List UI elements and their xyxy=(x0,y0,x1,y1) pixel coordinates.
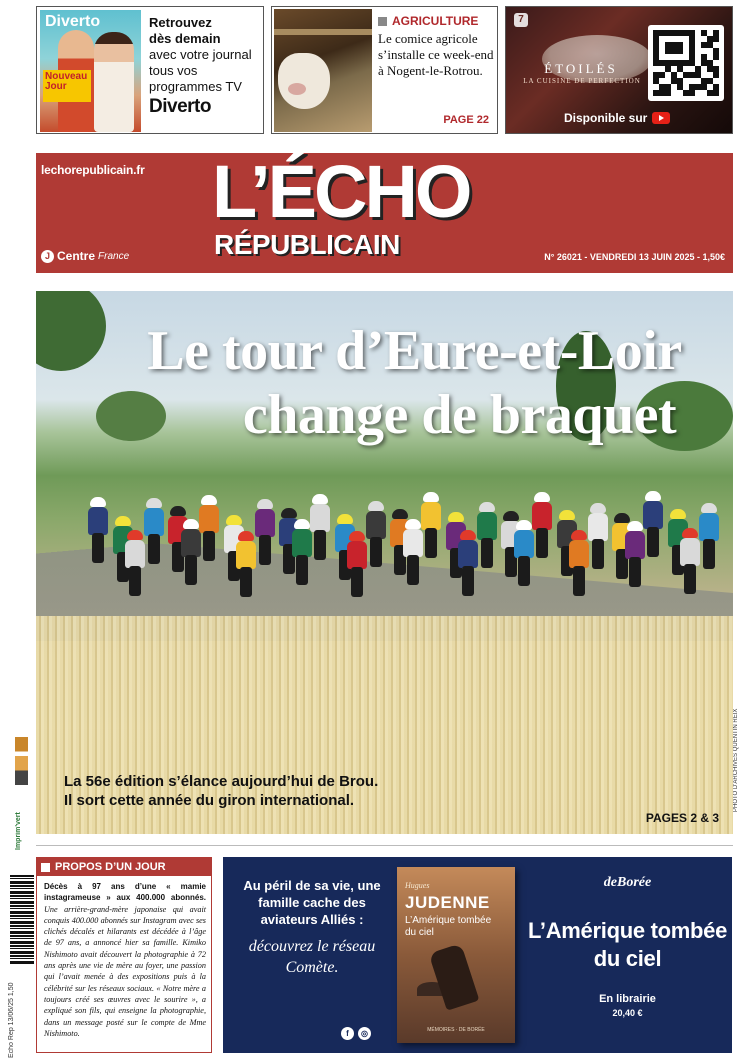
rider-shape xyxy=(253,499,277,569)
rider-shape xyxy=(197,495,221,565)
rider-legs-shape xyxy=(462,566,474,596)
rider-helmet-shape xyxy=(423,492,439,502)
main-headline[interactable] xyxy=(36,319,733,447)
peloton xyxy=(76,477,733,627)
recycling-logo-icon xyxy=(15,737,28,785)
rider-jersey-shape xyxy=(532,502,552,530)
social-links xyxy=(341,1027,371,1040)
newspaper-subtitle: RÉPUBLICAIN xyxy=(214,229,400,260)
newspaper-title: L’ÉCHO xyxy=(212,150,470,233)
rider-legs-shape xyxy=(129,566,141,596)
ad-discover: découvrez le réseau Comète. xyxy=(248,938,376,976)
rider-legs-shape xyxy=(185,555,197,585)
group-name: Centre xyxy=(57,249,96,263)
ad-intro: Au péril de sa vie, une famille cache des aviateurs Alliés : xyxy=(243,878,381,927)
rider-legs-shape xyxy=(481,538,493,568)
group-name-suffix: France xyxy=(98,250,130,262)
rider-helmet-shape xyxy=(534,492,550,502)
rider-helmet-shape xyxy=(226,515,242,525)
rider-legs-shape xyxy=(592,539,604,569)
cover-photo[interactable] xyxy=(36,291,733,834)
rider-helmet-shape xyxy=(115,516,131,526)
rider-legs-shape xyxy=(240,567,252,597)
rider-helmet-shape xyxy=(670,509,686,519)
diverto-line1: Retrouvez xyxy=(149,15,212,30)
rider-shape xyxy=(419,492,443,562)
rider-shape xyxy=(530,492,554,562)
category-square-icon xyxy=(378,17,387,26)
headline-line1: Le tour d’Eure-et-Loir xyxy=(147,320,682,382)
rider-legs-shape xyxy=(148,534,160,564)
qr-code-pattern xyxy=(653,30,719,96)
ad-left-text xyxy=(233,877,391,978)
imprim-vert-label: Imprim'vert xyxy=(15,812,22,850)
rider-shape xyxy=(364,501,388,571)
rider-legs-shape xyxy=(536,528,548,558)
book-advertisement[interactable] xyxy=(223,857,732,1053)
rider-legs-shape xyxy=(425,528,437,558)
magazine-cover-badge: Nouveau Jour xyxy=(43,70,91,102)
cow-shape xyxy=(278,53,330,109)
photo-credit: PHOTO D'ARCHIVES QUENTIN REIX xyxy=(733,708,739,812)
etoiles-title: ÉTOILÉS xyxy=(544,61,618,76)
rider-jersey-shape xyxy=(255,509,275,537)
cover-person-woman xyxy=(94,32,134,132)
propos-header xyxy=(37,858,211,876)
ad-store: En librairie xyxy=(599,993,656,1005)
qr-code[interactable] xyxy=(648,25,724,101)
ad-price: 20,40 € xyxy=(612,1008,643,1018)
rider-helmet-shape xyxy=(170,506,186,516)
rider-shape xyxy=(308,494,332,564)
rider-helmet-shape xyxy=(448,512,464,522)
rider-jersey-shape xyxy=(310,504,330,532)
rider-jersey-shape xyxy=(366,511,386,539)
facebook-icon[interactable]: f xyxy=(341,1027,354,1040)
rider-helmet-shape xyxy=(701,503,717,513)
rider-helmet-shape xyxy=(312,494,328,504)
cover-lede: La 56e édition s’élance aujourd’hui de Brou. Il sort cette année du giron international. xyxy=(64,773,379,809)
propos-text xyxy=(37,876,211,1039)
rider-helmet-shape xyxy=(257,499,273,509)
rider-legs-shape xyxy=(703,539,715,569)
diverto-promo-text xyxy=(149,15,261,118)
issue-info: N° 26021 - VENDREDI 13 JUIN 2025 - 1,50€ xyxy=(544,252,725,262)
ad-title: L’Amérique tombée du ciel xyxy=(527,918,728,971)
agriculture-photo xyxy=(274,9,372,132)
rider-helmet-shape xyxy=(559,510,575,520)
rider-helmet-shape xyxy=(337,514,353,524)
agriculture-page-ref[interactable]: PAGE 22 xyxy=(443,114,489,126)
propos-lead: Décès à 97 ans d’une « mamie instagrameuse » aux 400.000 abonnés. xyxy=(44,882,206,903)
rider-legs-shape xyxy=(314,530,326,560)
etoiles-subtitle: LA CUISINE DE PERFECTION xyxy=(523,77,641,85)
rider-legs-shape xyxy=(629,557,641,587)
fence-shape xyxy=(274,29,372,35)
website-url[interactable]: lechorepublicain.fr xyxy=(41,163,145,177)
rider-shape xyxy=(586,503,610,573)
cover-pages-ref[interactable]: PAGES 2 & 3 xyxy=(645,811,719,825)
ad-right-text xyxy=(523,875,732,1018)
book-cover xyxy=(397,867,515,1043)
rider-jersey-shape xyxy=(699,513,719,541)
rider-legs-shape xyxy=(92,533,104,563)
book-author: Hugues xyxy=(405,881,430,890)
rider-jersey-shape xyxy=(421,502,441,530)
etoiles-logo-icon: 7 xyxy=(514,13,528,27)
rider-jersey-shape xyxy=(588,513,608,541)
rider-helmet-shape xyxy=(368,501,384,511)
rider-legs-shape xyxy=(296,555,308,585)
section-divider xyxy=(36,845,733,846)
publisher-logo: deBorée xyxy=(603,875,652,890)
rider-shape xyxy=(142,498,166,568)
rider-helmet-shape xyxy=(392,509,408,519)
teaser-agriculture[interactable] xyxy=(271,6,498,134)
propos-box[interactable] xyxy=(36,857,212,1053)
youtube-icon xyxy=(652,112,670,124)
group-logo xyxy=(41,249,129,263)
rider-shape xyxy=(641,491,665,561)
barcode-text: Echo Rep 13/06/25 1,50 xyxy=(8,982,15,1058)
masthead xyxy=(36,150,733,273)
book-subtitle: L’Amérique tombée du ciel xyxy=(405,915,492,938)
rider-legs-shape xyxy=(407,555,419,585)
rider-legs-shape xyxy=(518,556,530,586)
etoiles-cta-label: Disponible sur xyxy=(564,111,648,125)
falling-figure-shape xyxy=(429,943,480,1011)
rider-helmet-shape xyxy=(645,491,661,501)
rider-jersey-shape xyxy=(144,508,164,536)
rider-shape xyxy=(86,497,110,567)
header-square-icon xyxy=(41,863,50,872)
agriculture-text: Le comice agricole s’installe ce week-end à Nogent-le-Rotrou. xyxy=(378,31,494,78)
book-publisher: MÉMOIRES · DE BORÉE xyxy=(427,1027,485,1033)
etoiles-cta[interactable] xyxy=(564,111,670,125)
rider-shape xyxy=(475,502,499,572)
agriculture-category xyxy=(378,14,496,28)
rider-legs-shape xyxy=(370,537,382,567)
rider-helmet-shape xyxy=(479,502,495,512)
book-title: JUDENNE xyxy=(405,893,490,912)
magazine-cover-title: Diverto xyxy=(45,13,101,30)
teaser-etoiles[interactable] xyxy=(505,6,733,134)
rider-helmet-shape xyxy=(201,495,217,505)
magazine-cover-image xyxy=(40,10,141,132)
diverto-brand: Diverto xyxy=(149,96,211,117)
instagram-icon[interactable]: ◎ xyxy=(358,1027,371,1040)
diverto-line3: avec votre journal tous vos programmes TV xyxy=(149,47,252,94)
rider-shape xyxy=(697,503,721,573)
rider-helmet-shape xyxy=(281,508,297,518)
rider-legs-shape xyxy=(684,564,696,594)
rider-legs-shape xyxy=(259,535,271,565)
diverto-line2: dès demain xyxy=(149,31,221,46)
headline-line2: change de braquet xyxy=(242,384,677,446)
centre-france-icon: J xyxy=(41,250,54,263)
propos-header-label: PROPOS D’UN JOUR xyxy=(55,861,166,873)
rider-jersey-shape xyxy=(643,501,663,529)
rider-helmet-shape xyxy=(146,498,162,508)
propos-body: Une arrière-grand-mère japonaise qui avait conquis 400.000 abonnés sur Instagram avec ses clichés décalés et hilarants est décédée à l’âge de 97 ans, a annoncé hier sa famille. Kimiko Nishimoto avait découvert la photographie à 72 ans après une vie de mère au foyer, une passion qui l’avait menée à des expositions puis à la célébrité sur les réseaux sociaux. « Notre mère a toujours créé ses œuvres avec le sourire », a expliqué son fils, qui enseigne la photographie, dans un message posté sur le compte de Mme Nishimoto. xyxy=(44,904,206,1038)
teaser-diverto[interactable] xyxy=(36,6,264,134)
rider-jersey-shape xyxy=(477,512,497,540)
rider-jersey-shape xyxy=(199,505,219,533)
rider-legs-shape xyxy=(573,566,585,596)
rider-jersey-shape xyxy=(88,507,108,535)
agriculture-category-label: AGRICULTURE xyxy=(392,14,479,28)
rider-helmet-shape xyxy=(90,497,106,507)
rider-helmet-shape xyxy=(590,503,606,513)
barcode xyxy=(10,875,34,965)
rider-legs-shape xyxy=(203,531,215,561)
rider-legs-shape xyxy=(647,527,659,557)
rider-legs-shape xyxy=(351,567,363,597)
